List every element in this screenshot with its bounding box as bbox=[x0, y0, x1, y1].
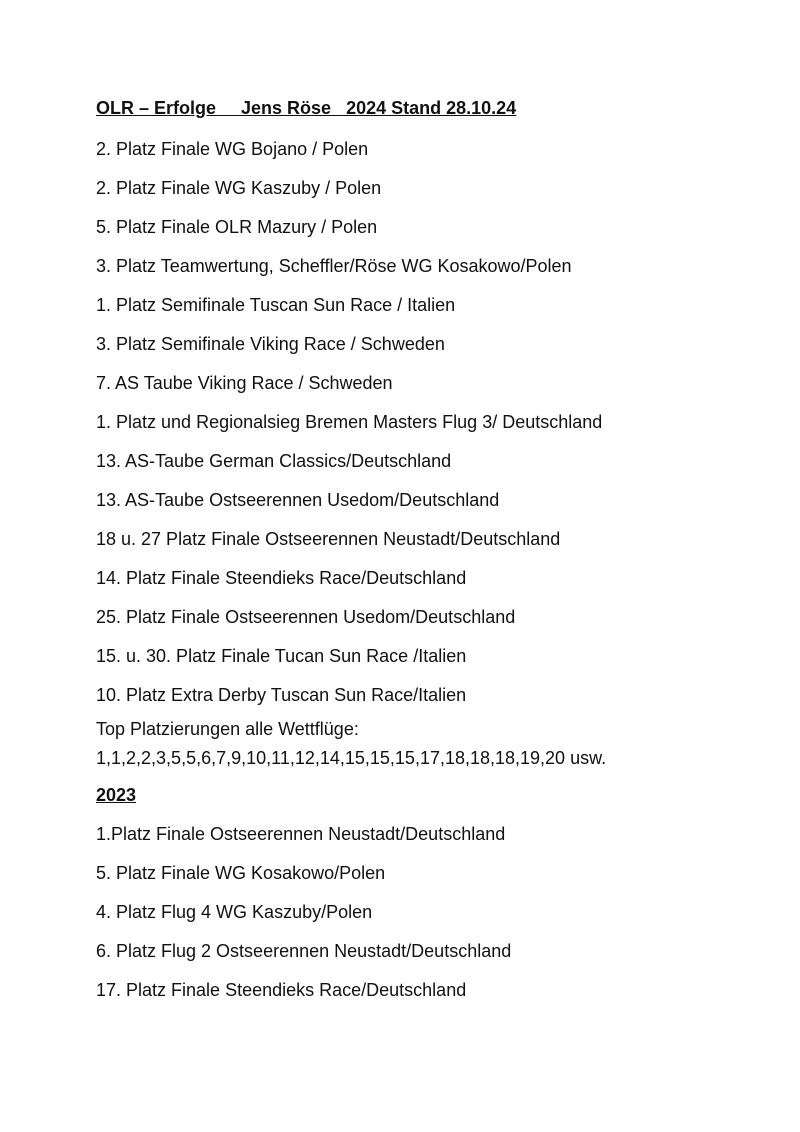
document-title: OLR – Erfolge Jens Röse 2024 Stand 28.10.24 bbox=[96, 98, 517, 118]
result-item: 5. Platz Finale WG Kosakowo/Polen bbox=[96, 863, 386, 883]
result-item: 4. Platz Flug 4 WG Kaszuby/Polen bbox=[96, 902, 373, 922]
result-item: 18 u. 27 Platz Finale Ostseerennen Neustadt/Deutschland bbox=[96, 529, 561, 549]
result-item: 1. Platz und Regionalsieg Bremen Masters Flug 3/ Deutschland bbox=[96, 412, 603, 432]
top-placements-label: Top Platzierungen alle Wettflüge: bbox=[96, 719, 359, 739]
results-2024-list bbox=[96, 130, 776, 715]
result-item: 1.Platz Finale Ostseerennen Neustadt/Deutschland bbox=[96, 824, 506, 844]
result-item: 2. Platz Finale WG Kaszuby / Polen bbox=[96, 178, 382, 198]
result-item: 3. Platz Teamwertung, Scheffler/Röse WG Kosakowo/Polen bbox=[96, 256, 572, 276]
result-item: 3. Platz Semifinale Viking Race / Schweden bbox=[96, 334, 445, 354]
results-2023-list bbox=[96, 815, 776, 1010]
result-item: 1. Platz Semifinale Tuscan Sun Race / Italien bbox=[96, 295, 456, 315]
result-item: 7. AS Taube Viking Race / Schweden bbox=[96, 373, 393, 393]
result-item: 13. AS-Taube German Classics/Deutschland bbox=[96, 451, 452, 471]
result-item: 13. AS-Taube Ostseerennen Usedom/Deutschland bbox=[96, 490, 500, 510]
result-item: 6. Platz Flug 2 Ostseerennen Neustadt/Deutschland bbox=[96, 941, 512, 961]
result-item: 15. u. 30. Platz Finale Tucan Sun Race /Italien bbox=[96, 646, 467, 666]
result-item: 17. Platz Finale Steendieks Race/Deutschland bbox=[96, 980, 467, 1000]
section-heading-2023: 2023 bbox=[96, 785, 137, 805]
result-item: 25. Platz Finale Ostseerennen Usedom/Deutschland bbox=[96, 607, 516, 627]
top-placements bbox=[96, 715, 776, 773]
result-item: 14. Platz Finale Steendieks Race/Deutschland bbox=[96, 568, 467, 588]
result-item: 5. Platz Finale OLR Mazury / Polen bbox=[96, 217, 378, 237]
top-placements-values: 1,1,2,2,3,5,5,6,7,9,10,11,12,14,15,15,15,17,18,18,18,19,20 usw. bbox=[96, 748, 607, 768]
result-item: 2. Platz Finale WG Bojano / Polen bbox=[96, 139, 369, 159]
document-page bbox=[96, 92, 776, 1010]
result-item: 10. Platz Extra Derby Tuscan Sun Race/Italien bbox=[96, 685, 467, 705]
